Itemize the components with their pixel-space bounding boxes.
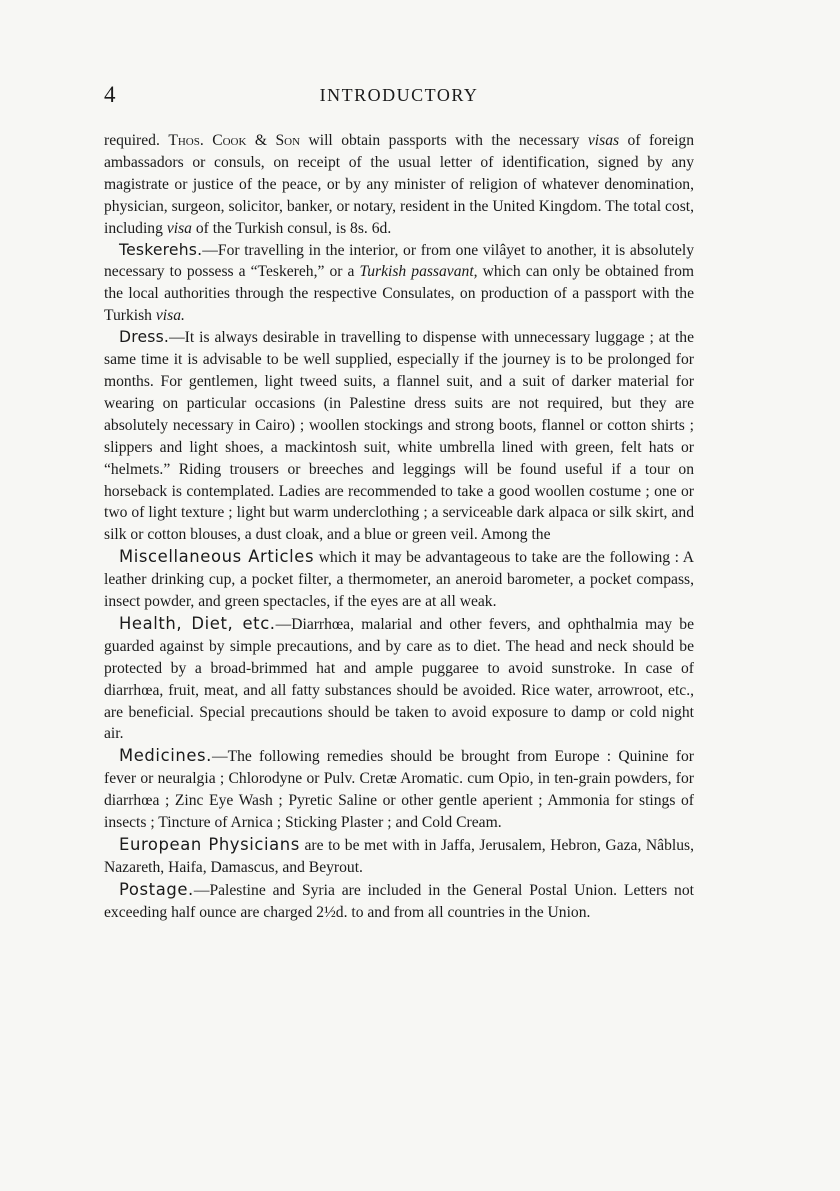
section-heading-physicians: European Physicians — [119, 835, 300, 854]
section-heading-medicines: Medicines. — [119, 746, 212, 766]
paragraph-passports: required. Thos. Cook & Son will obtain passports with the necessary visas of foreign ambassadors or consuls, on receipt of the usual letter of identification, signed by any magistrate or justice of the peace, or by any minister of religion of whatever denomination, physician, surgeon, solicitor, banker, or notary, resident in the United Kingdom. The total cost, including visa of the Turkish consul, is 8s. 6d. — [104, 132, 695, 237]
section-heading-miscellaneous: Miscellaneous Articles — [119, 547, 315, 567]
paragraph-miscellaneous: Miscellaneous Articles which it may be advantageous to take are the following : A leather drinking cup, a pocket filter, a thermometer, an aneroid barometer, a pocket compass, insect powder, and green spectacles, if the eyes are at all weak. — [104, 547, 694, 611]
paragraph-dress: Dress.—It is always desirable in travelling to dispense with unnecessary luggage ; at the same time it is advisable to be well supplied, especially if the journey is to be prolonged for months. For gentlemen, light tweed suits, a flannel suit, and a suit of darker material for wearing on particular occasions (in Palestine dress suits are not required, but they are absolutely necessary in Cairo) ; woollen stockings and strong boots, flannel or cotton shirts ; slippers and light shoes, a mackintosh suit, white umbrella lined with green, felt hats or “helmets.” Riding trousers or breeches and leggings will be found useful if a tour on horseback is contemplated. Ladies are recommended to take a good woollen costume ; one or two of light texture ; light but warm underclothing ; a serviceable dark alpaca or silk skirt, and silk or cotton blouses, a dust cloak, and a blue or green veil. Among the — [104, 328, 694, 544]
section-heading-dress: Dress. — [119, 328, 170, 347]
paragraph-postage: Postage.—Palestine and Syria are included in the General Postal Union. Letters not exceeding half ounce are charged 2½d. to and from all countries in the Union. — [104, 879, 694, 921]
section-heading-health: Health, Diet, etc. — [119, 613, 276, 633]
paragraph-teskerehs: Teskerehs.—For travelling in the interior, or from one vilâyet to another, it is absolutely necessary to possess a “Teskereh,” or a Turkish passavant, which can only be obtained from the local authorities through the respective Consulates, on production of a passport with the Turkish visa. — [104, 240, 694, 325]
paragraph-health: Health, Diet, etc.—Diarrhœa, malarial and other fevers, and ophthalmia may be guarded against by simple precautions, and by care as to diet. The head and neck should be protected by a broad-brimmed hat and ample puggaree to avoid sunstroke. In case of diarrhœa, fruit, meat, and all fatty substances should be avoided. Rice water, arrowroot, etc., are beneficial. Special precautions should be taken to avoid exposure to damp or cold night air. — [104, 613, 694, 743]
body-text — [104, 130, 694, 924]
section-heading-postage: Postage. — [119, 879, 194, 899]
section-heading-teskerehs: Teskerehs. — [119, 240, 203, 259]
firm-name: Thos. Cook — [168, 132, 247, 149]
paragraph-medicines: Medicines.—The following remedies should be brought from Europe : Quinine for fever or neuralgia ; Chlorodyne or Pulv. Cretæ Aromatic. cum Opio, in ten-grain powders, for diarrhœa ; Zinc Eye Wash ; Pyretic Saline or other gentle aperient ; Ammonia for stings of insects ; Tincture of Arnica ; Sticking Plaster ; and Cold Cream. — [104, 746, 694, 832]
running-head: INTRODUCTORY — [319, 85, 479, 105]
page-number: 4 — [104, 82, 116, 107]
paragraph-physicians: European Physicians are to be met with in Jaffa, Jerusalem, Hebron, Gaza, Nâblus, Nazareth, Haifa, Damascus, and Beyrout. — [104, 835, 694, 876]
page-header — [104, 82, 694, 108]
firm-name-son: Son — [275, 132, 301, 149]
